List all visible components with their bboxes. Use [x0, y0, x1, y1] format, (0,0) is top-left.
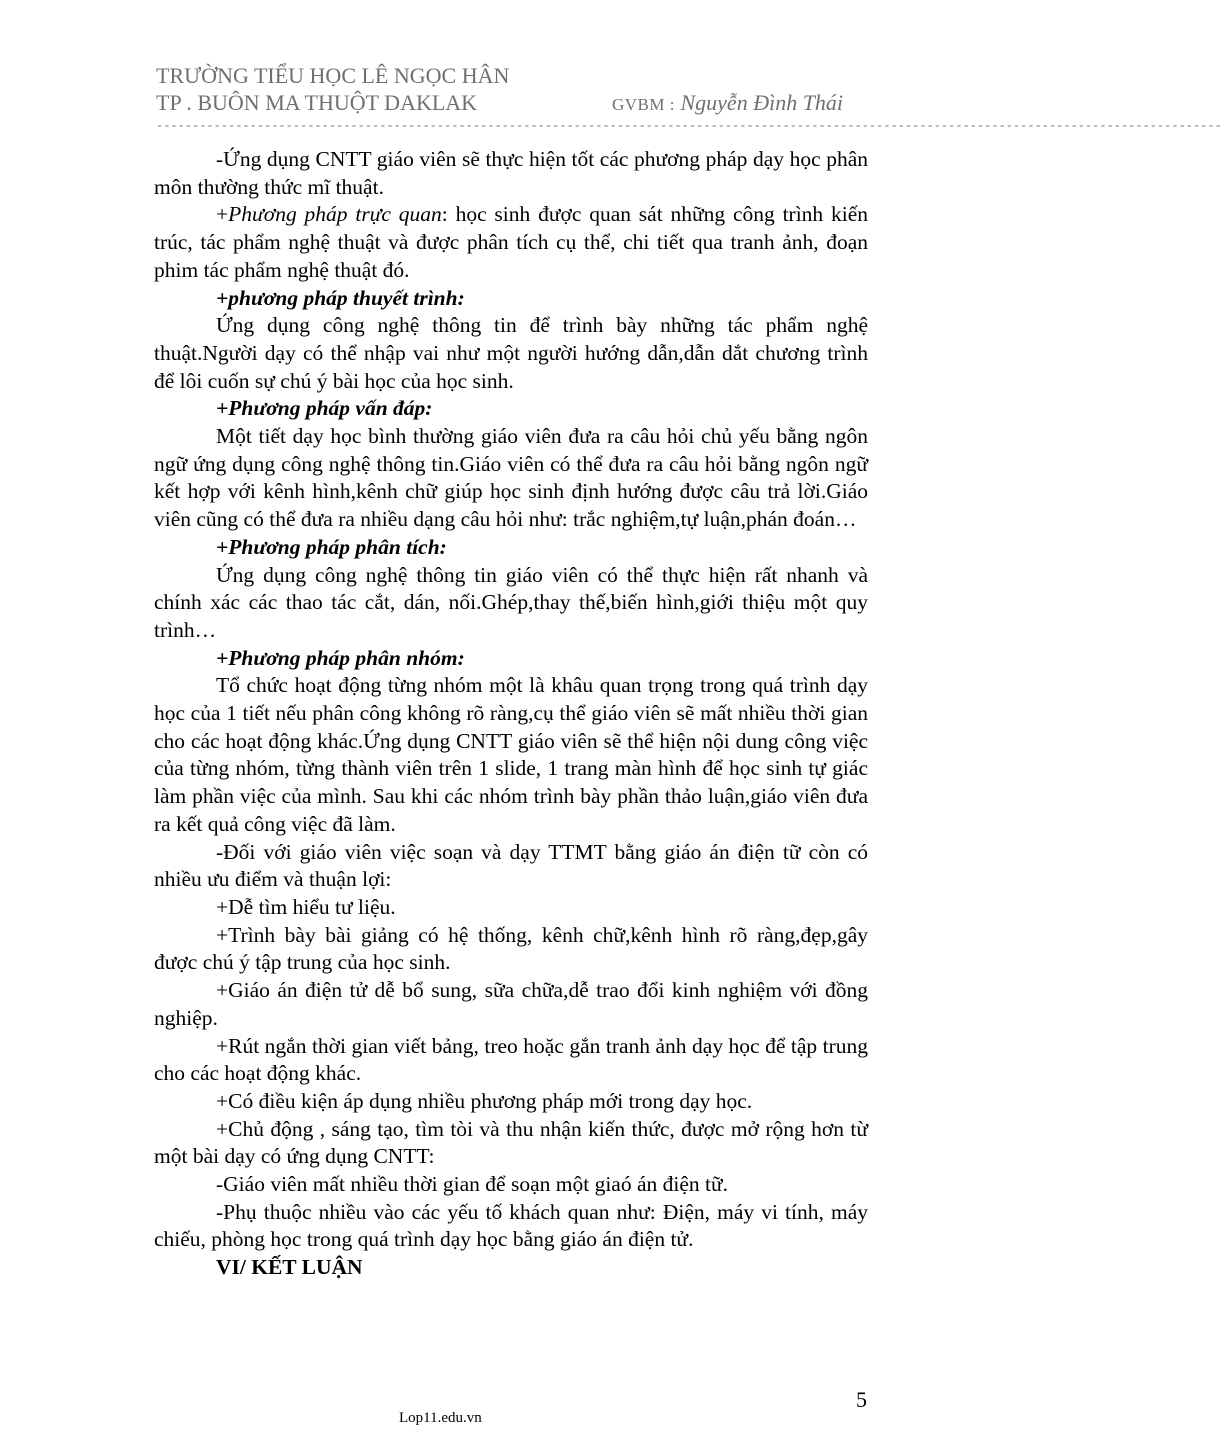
header-separator: ----------------------------------------------------------------------------------------------------------------------------------------------------	[156, 119, 1222, 133]
advantage-item-5: +Có điều kiện áp dụng nhiều phương pháp mới trong dạy học.	[216, 1088, 753, 1113]
paragraph-advantages-intro: -Đối với giáo viên việc soạn và dạy TTMT bằng giáo án điện tữ còn có nhiều ưu điểm và thuận lợi:	[154, 839, 868, 892]
advantage-item-4: +Rút ngắn thời gian viết bảng, treo hoặc gắn tranh ảnh dạy học để tập trung cho các hoạt động khác.	[154, 1033, 868, 1086]
paragraph-visual-method	[154, 201, 868, 284]
disadvantage-item-2: -Phụ thuộc nhiều vào các yếu tố khách quan như: Điện, máy vi tính, máy chiếu, phòng học trong quá trình dạy học bằng giáo án điện tử.	[154, 1199, 868, 1252]
school-name: TRƯỜNG TIỂU HỌC LÊ NGỌC HÂN	[156, 63, 510, 88]
section-title-conclusion: VI/ KẾT LUẬN	[216, 1255, 363, 1280]
advantage-item-6: +Chủ động , sáng tạo, tìm tòi và thu nhận kiến thức, được mở rộng hơn từ một bài dạy có ứng dụng CNTT:	[154, 1116, 868, 1169]
paragraph-question-method: Một tiết dạy học bình thường giáo viên đưa ra câu hỏi chủ yếu bằng ngôn ngữ ứng dụng công nghệ thông tin.Giáo viên có thể đưa ra câu hỏi bằng ngôn ngữ kết hợp với kênh hình,kênh chữ giúp học sinh định hướng được câu trả lời.Giáo viên cũng có thể đưa ra nhiều dạng câu hỏi như: trắc nghiệm,tự luận,phán đoán…	[154, 424, 868, 532]
teacher-label: GVBM :	[612, 95, 675, 114]
visual-method-text: : học sinh được quan sát những công trình kiến trúc, tác phẩm nghệ thuật và được phân tích cụ thể, chi tiết qua tranh ảnh, đoạn phim tác phẩm nghệ thuật đó.	[154, 202, 868, 282]
disadvantage-item-1: -Giáo viên mất nhiều thời gian để soạn một giaó án điện tữ.	[216, 1172, 729, 1197]
visual-method-term: Phương pháp trực quan	[228, 202, 442, 227]
advantage-item-2: +Trình bày bài giảng có hệ thống, kênh chữ,kênh hình rõ ràng,đẹp,gây được chú ý tập trung của học sinh.	[154, 922, 868, 975]
heading-question-method: +Phương pháp vấn đáp:	[216, 396, 433, 421]
heading-analysis-method: +Phương pháp phân tích:	[216, 534, 447, 559]
paragraph-group-method: Tổ chức hoạt động từng nhóm một là khâu quan trọng trong quá trình dạy học của 1 tiết nếu phân công không rõ ràng,cụ thể giáo viên sẽ mất nhiều thời gian cho các hoạt động khác.Ứng dụng CNTT giáo viên sẽ thể hiện nội dung công việc của từng nhóm, từng thành viên trên 1 slide, 1 trang màn hình để học sinh tự giác làm phần việc của mình. Sau khi các nhóm trình bày phần thảo luận,giáo viên đưa ra kết quả công việc đã làm.	[154, 673, 868, 836]
advantage-item-1: +Dễ tìm hiểu tư liệu.	[216, 894, 396, 919]
school-location: TP . BUÔN MA THUỘT DAKLAK	[156, 90, 478, 115]
teacher-credit	[612, 89, 843, 118]
header-location-row	[156, 89, 868, 116]
paragraph-cntt-methods: -Ứng dụng CNTT giáo viên sẽ thực hiện tốt các phương pháp dạy học phân môn thường thức mĩ thuật.	[154, 147, 868, 199]
footer-source: Lop11.edu.vn	[399, 1410, 482, 1426]
visual-method-prefix: +	[216, 202, 229, 227]
heading-group-method: +Phương pháp phân nhóm:	[216, 645, 465, 670]
paragraph-analysis-method: Ứng dụng công nghệ thông tin giáo viên có thể thực hiện rất nhanh và chính xác các thao tác cắt, dán, nối.Ghép,thay thế,biến hình,giới thiệu một quy trình…	[154, 562, 868, 642]
teacher-name: Nguyễn Đình Thái	[680, 90, 844, 115]
document-body	[154, 146, 868, 1282]
page-number: 5	[856, 1387, 867, 1412]
paragraph-presentation-method: Ứng dụng công nghệ thông tin để trình bày những tác phẩm nghệ thuật.Người dạy có thể nhập vai như một người hướng dẫn,dẫn dắt chương trình để lôi cuốn sự chú ý bài học của học sinh.	[154, 313, 868, 393]
page-header	[156, 62, 1222, 133]
heading-presentation-method: +phương pháp thuyết trình:	[216, 285, 465, 310]
advantage-item-3: +Giáo án điện tử dễ bổ sung, sữa chữa,dễ trao đổi kinh nghiệm với đồng nghiệp.	[154, 978, 868, 1030]
